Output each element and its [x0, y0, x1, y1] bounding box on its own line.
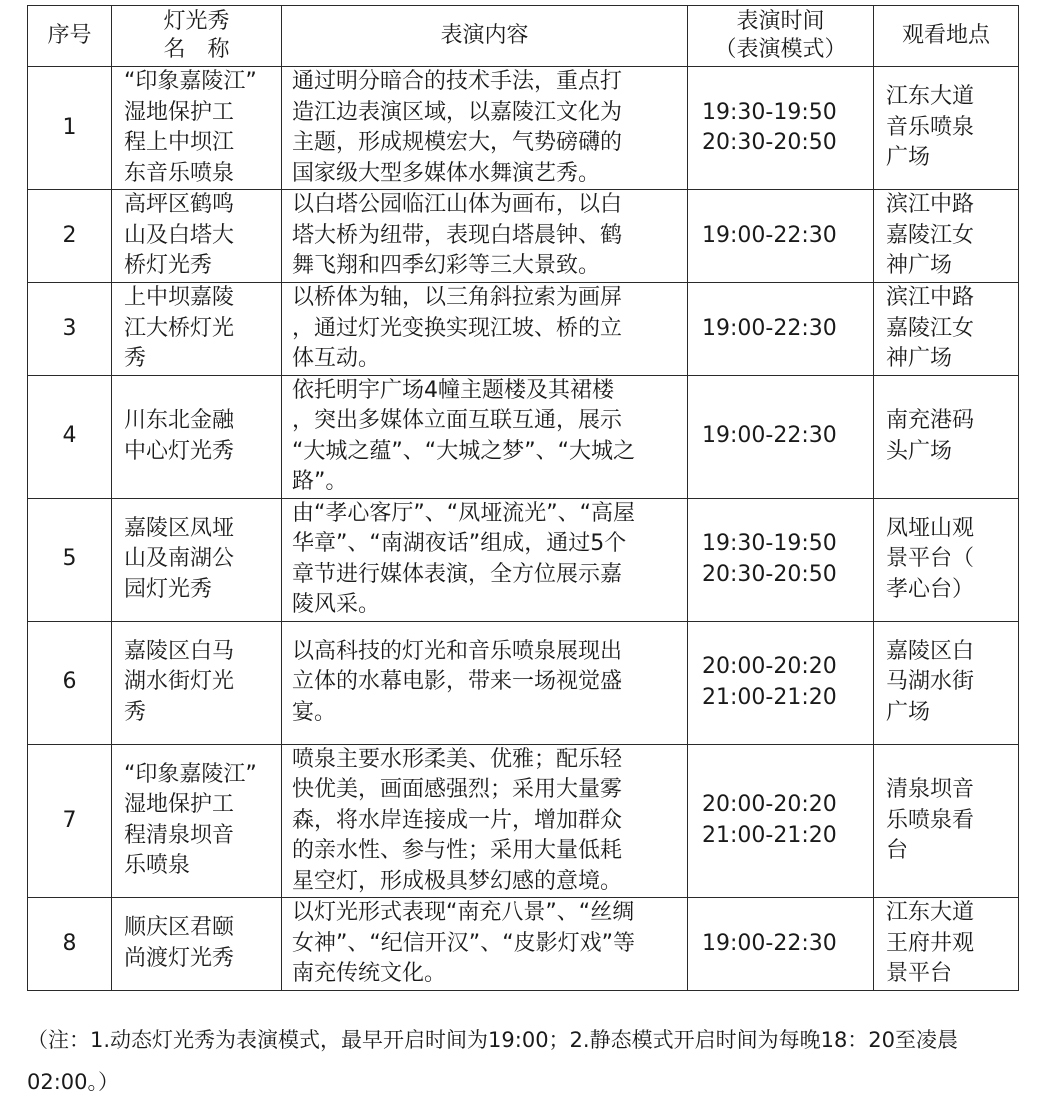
viewing-place-cell	[874, 375, 1019, 498]
show-content-cell-line: 章节进行媒体表演，全方位展示嘉	[292, 561, 623, 587]
show-time-cell-line: 19:00-22:30	[702, 423, 837, 449]
viewing-place-cell	[874, 744, 1019, 898]
viewing-place-cell-line: 景平台（	[886, 546, 975, 572]
show-time-cell-line: 20:30-20:50	[702, 561, 837, 587]
show-content-cell-line: 以桥体为轴，以三角斜拉索为画屏	[292, 285, 623, 310]
show-time-cell	[688, 375, 874, 498]
show-time-cell	[688, 898, 874, 991]
show-time-cell	[688, 621, 874, 744]
show-time-cell-line: 20:00-20:20	[702, 654, 837, 679]
row-number-cell: 8	[28, 898, 112, 991]
viewing-place-cell	[874, 190, 1019, 283]
show-content-cell-line: 森，将水岸连接成一片，增加群众	[292, 807, 623, 833]
show-name-cell-line: 山及南湖公	[124, 546, 235, 572]
show-name-cell	[112, 898, 282, 991]
show-time-cell	[688, 283, 874, 376]
viewing-place-cell-line: 嘉陵区白	[886, 638, 975, 664]
show-time-cell	[688, 190, 874, 283]
viewing-place-cell-line: 嘉陵江女	[886, 315, 975, 341]
table-row	[28, 190, 1019, 283]
viewing-place-cell	[874, 67, 1019, 190]
show-time-cell-line: 19:00-22:30	[702, 315, 837, 341]
show-content-cell-line: 以白塔公园临江山体为画布，以白	[292, 192, 623, 218]
show-name-cell-line: 上中坝嘉陵	[124, 285, 235, 310]
show-content-cell	[282, 190, 688, 283]
viewing-place-cell-line: 江东大道	[886, 900, 975, 925]
show-name-cell	[112, 190, 282, 283]
table-header-row	[28, 6, 1019, 67]
show-name-cell	[112, 67, 282, 190]
show-time-cell-line: 21:00-21:20	[702, 684, 837, 710]
show-name-cell	[112, 283, 282, 376]
viewing-place-cell-line: 景平台	[886, 961, 953, 986]
show-name-cell-line: 秀	[124, 346, 147, 371]
viewing-place-cell	[874, 621, 1019, 744]
show-content-cell-line: 主题，形成规模宏大，气势磅礴的	[292, 130, 623, 155]
viewing-place-cell-line: 神广场	[886, 253, 953, 279]
show-content-cell	[282, 498, 688, 621]
show-name-cell-line: 江大桥灯光	[124, 315, 235, 341]
show-content-cell	[282, 67, 688, 190]
table-row	[28, 283, 1019, 376]
show-name-cell-line: 湿地保护工	[124, 99, 235, 125]
show-time-cell-line: 20:00-20:20	[702, 792, 837, 818]
show-time-cell-line: 19:30-19:50	[702, 531, 837, 556]
show-content-cell-line: 快优美，画面感强烈；采用大量雾	[292, 777, 623, 802]
show-name-cell-line: 湖水街灯光	[124, 669, 235, 695]
show-name-cell-line: 嘉陵区白马	[124, 638, 235, 664]
viewing-place-cell	[874, 898, 1019, 991]
show-name-cell-line: 程清泉坝音	[124, 822, 235, 848]
viewing-place-cell-line: 南充港码	[886, 408, 975, 433]
header-name	[112, 6, 282, 67]
show-content-cell	[282, 621, 688, 744]
show-content-cell-line: 由“孝心客厅”、“凤垭流光”、“高屋	[292, 500, 635, 526]
show-name-cell-line: 山及白塔大	[124, 222, 235, 248]
show-content-cell-line: 的亲水性、参与性；采用大量低耗	[292, 838, 623, 863]
viewing-place-cell-line: 音乐喷泉	[886, 114, 975, 140]
row-number-cell: 7	[28, 744, 112, 898]
show-content-cell-line: 通过明分暗合的技术手法，重点打	[292, 69, 623, 94]
viewing-place-cell	[874, 498, 1019, 621]
show-content-cell-line: 女神”、“纪信开汉”、“皮影灯戏”等	[292, 930, 635, 956]
show-content-cell	[282, 283, 688, 376]
show-name-cell-line: 乐喷泉	[124, 853, 191, 879]
show-content-cell-line: 立体的水幕电影，带来一场视觉盛	[292, 669, 623, 695]
viewing-place-cell-line: 江东大道	[886, 84, 975, 110]
light-show-table	[27, 5, 1019, 991]
show-content-cell-line: 南充传统文化。	[292, 961, 447, 986]
viewing-place-cell-line: 凤垭山观	[886, 515, 975, 541]
show-name-cell	[112, 375, 282, 498]
show-name-cell-line: “印象嘉陵江”	[124, 761, 257, 787]
viewing-place-cell	[874, 283, 1019, 376]
show-time-cell	[688, 744, 874, 898]
table-row	[28, 621, 1019, 744]
show-time-cell	[688, 498, 874, 621]
show-time-cell-line: 21:00-21:20	[702, 822, 837, 848]
viewing-place-cell-line: 头广场	[886, 438, 953, 464]
viewing-place-cell-line: 广场	[886, 699, 931, 725]
show-content-cell-line: 造江边表演区域，以嘉陵江文化为	[292, 99, 623, 125]
show-name-cell-line: 秀	[124, 699, 147, 725]
show-content-cell	[282, 898, 688, 991]
show-content-cell	[282, 375, 688, 498]
show-name-cell-line: 园灯光秀	[124, 576, 213, 602]
row-number-cell: 2	[28, 190, 112, 283]
table-row	[28, 498, 1019, 621]
viewing-place-cell-line: 台	[886, 838, 909, 863]
show-name-cell-line: “印象嘉陵江”	[124, 69, 257, 94]
header-time-line1: 表演时间	[736, 9, 825, 34]
viewing-place-cell-line: 广场	[886, 145, 931, 171]
viewing-place-cell-line: 王府井观	[886, 930, 975, 956]
viewing-place-cell-line: 滨江中路	[886, 285, 975, 310]
show-content-cell-line: 星空灯，形成极具梦幻感的意境。	[292, 868, 623, 894]
show-content-cell-line: 依托明宇广场4幢主题楼及其裙楼	[292, 377, 614, 403]
show-content-cell-line: “大城之蕴”、“大城之梦”、“大城之	[292, 438, 635, 464]
show-content-cell-line: 以灯光形式表现“南充八景”、“丝绸	[292, 900, 635, 925]
show-name-cell-line: 嘉陵区凤垭	[124, 515, 235, 541]
show-time-cell-line: 19:00-22:30	[702, 222, 837, 248]
row-number-cell: 5	[28, 498, 112, 621]
show-content-cell-line: 路”。	[292, 469, 348, 494]
row-number-cell: 1	[28, 67, 112, 190]
show-content-cell-line: 陵风采。	[292, 592, 381, 617]
show-content-cell-line: 体互动。	[292, 346, 381, 371]
show-content-cell-line: 宴。	[292, 699, 337, 725]
header-name-line2: 名 称	[163, 37, 230, 62]
show-name-cell-line: 东音乐喷泉	[124, 160, 235, 186]
table-body	[28, 67, 1019, 991]
header-place: 观看地点	[874, 6, 1019, 67]
header-no: 序号	[28, 6, 112, 67]
show-time-cell-line: 20:30-20:50	[702, 130, 837, 155]
header-time-line2: （表演模式）	[714, 37, 847, 62]
show-name-cell-line: 中心灯光秀	[124, 438, 235, 464]
show-name-cell-line: 川东北金融	[124, 408, 235, 433]
show-content-cell-line: 舞飞翔和四季幻彩等三大景致。	[292, 253, 601, 279]
viewing-place-cell-line: 滨江中路	[886, 192, 975, 218]
show-name-cell-line: 尚渡灯光秀	[124, 945, 235, 971]
table-row	[28, 898, 1019, 991]
show-time-cell-line: 19:30-19:50	[702, 99, 837, 125]
table-row	[28, 375, 1019, 498]
table-row	[28, 67, 1019, 190]
show-content-cell-line: 塔大桥为纽带，表现白塔晨钟、鹤	[292, 222, 623, 248]
show-content-cell-line: 国家级大型多媒体水舞演艺秀。	[292, 160, 601, 186]
viewing-place-cell-line: 马湖水街	[886, 669, 975, 695]
show-content-cell	[282, 744, 688, 898]
viewing-place-cell-line: 孝心台）	[886, 576, 975, 602]
show-name-cell-line: 高坪区鹤鸣	[124, 192, 235, 218]
show-content-cell-line: 以高科技的灯光和音乐喷泉展现出	[292, 638, 623, 664]
show-name-cell-line: 桥灯光秀	[124, 253, 213, 279]
show-name-cell-line: 顺庆区君颐	[124, 915, 235, 941]
row-number-cell: 3	[28, 283, 112, 376]
show-content-cell-line: 喷泉主要水形柔美、优雅；配乐轻	[292, 746, 623, 772]
show-name-cell	[112, 744, 282, 898]
show-name-cell-line: 程上中坝江	[124, 130, 235, 155]
show-name-cell	[112, 498, 282, 621]
viewing-place-cell-line: 神广场	[886, 346, 953, 371]
show-content-cell-line: ，通过灯光变换实现江坡、桥的立	[292, 315, 623, 341]
show-time-cell	[688, 67, 874, 190]
footnote: （注：1.动态灯光秀为表演模式，最早开启时间为19:00；2.静态模式开启时间为每晚18：20至凌晨02:00。）	[27, 1028, 959, 1094]
viewing-place-cell-line: 嘉陵江女	[886, 222, 975, 248]
viewing-place-cell-line: 乐喷泉看	[886, 807, 975, 833]
show-content-cell-line: ，突出多媒体立面互联互通，展示	[292, 408, 623, 433]
row-number-cell: 4	[28, 375, 112, 498]
table-row	[28, 744, 1019, 898]
show-name-cell	[112, 621, 282, 744]
show-content-cell-line: 华章”、“南湖夜话”组成，通过5个	[292, 531, 627, 556]
header-content: 表演内容	[282, 6, 688, 67]
row-number-cell: 6	[28, 621, 112, 744]
header-name-line1: 灯光秀	[163, 9, 230, 34]
header-time	[688, 6, 874, 67]
viewing-place-cell-line: 清泉坝音	[886, 777, 975, 802]
show-name-cell-line: 湿地保护工	[124, 792, 235, 818]
show-time-cell-line: 19:00-22:30	[702, 930, 837, 956]
